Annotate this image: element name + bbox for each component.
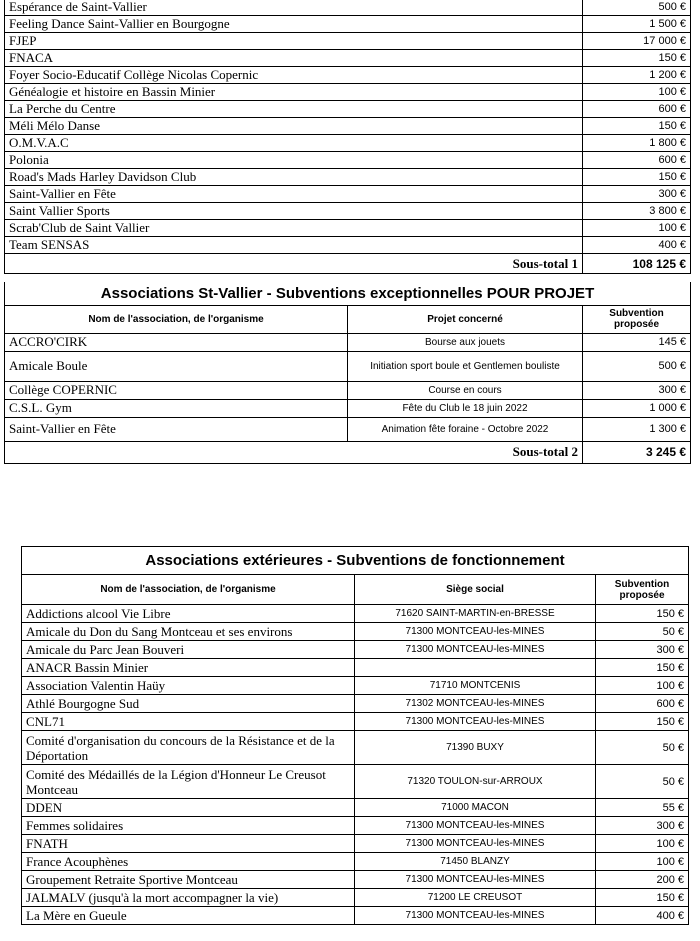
subsidy-amount: 300 € [583,186,691,203]
association-name: Espérance de Saint-Vallier [5,0,583,16]
section3-header-row [22,575,689,605]
association-name: Athlé Bourgogne Sud [22,695,355,713]
association-name: ANACR Bassin Minier [22,659,355,677]
table-row [5,237,691,254]
head-office: 71302 MONTCEAU-les-MINES [355,695,596,713]
table-row [5,101,691,118]
association-name: Addictions alcool Vie Libre [22,605,355,623]
association-name: FNATH [22,835,355,853]
subsidy-amount: 150 € [583,50,691,67]
table-row [5,16,691,33]
subsidy-amount: 145 € [583,333,691,351]
subsidy-amount: 100 € [583,220,691,237]
section2-table [4,282,691,464]
head-office: 71320 TOULON-sur-ARROUX [355,765,596,799]
subsidy-amount: 400 € [583,237,691,254]
table-row [5,220,691,237]
table-row [5,67,691,84]
subsidy-amount: 400 € [596,907,689,925]
association-name: Saint Vallier Sports [5,203,583,220]
section2-title: Associations St-Vallier - Subventions exceptionnelles POUR PROJET [5,282,691,305]
subsidy-amount: 1 200 € [583,67,691,84]
subtotal-2-value: 3 245 € [583,441,691,463]
subsidy-amount: 150 € [596,605,689,623]
section2-col-amount: Subvention proposée [583,305,691,333]
association-name: ACCRO'CIRK [5,333,348,351]
subsidy-amount: 600 € [583,152,691,169]
table-row [22,731,689,765]
project-name: Animation fête foraine - Octobre 2022 [348,417,583,441]
association-name: FJEP [5,33,583,50]
table-row [5,0,691,16]
table-row [22,799,689,817]
table-row [5,169,691,186]
subsidy-amount: 200 € [596,871,689,889]
subtotal-1-value: 108 125 € [583,254,691,274]
head-office: 71300 MONTCEAU-les-MINES [355,641,596,659]
subsidy-amount: 150 € [596,713,689,731]
subsidy-amount: 500 € [583,0,691,16]
subsidy-amount: 100 € [583,84,691,101]
section1-body [5,0,691,254]
association-name: DDEN [22,799,355,817]
subsidy-amount: 150 € [583,118,691,135]
association-name: Femmes solidaires [22,817,355,835]
subsidy-amount: 1 800 € [583,135,691,152]
section2-col-name: Nom de l'association, de l'organisme [5,305,348,333]
section3-body [22,605,689,925]
section2-header-row [5,305,691,333]
association-name: Saint-Vallier en Fête [5,417,348,441]
subsidy-amount: 50 € [596,623,689,641]
head-office: 71450 BLANZY [355,853,596,871]
subtotal-2-label: Sous-total 2 [5,441,583,463]
head-office: 71710 MONTCENIS [355,677,596,695]
table-row [22,889,689,907]
subsidy-amount: 150 € [596,889,689,907]
association-name: Comité des Médaillés de la Légion d'Honneur Le Creusot Montceau [22,765,355,799]
subsidy-amount: 1 300 € [583,417,691,441]
head-office: 71300 MONTCEAU-les-MINES [355,871,596,889]
table-row [22,713,689,731]
subsidy-amount: 600 € [583,101,691,118]
section3-col-seat: Siège social [355,575,596,605]
table-row [22,659,689,677]
section2-col-project: Projet concerné [348,305,583,333]
table-row [22,765,689,799]
head-office [355,659,596,677]
table-row [5,50,691,67]
head-office: 71000 MACON [355,799,596,817]
association-name: La Mère en Gueule [22,907,355,925]
table-row [5,33,691,50]
table-row [22,605,689,623]
subtotal-1-label: Sous-total 1 [5,254,583,274]
table-row [22,853,689,871]
table-row [5,417,691,441]
section3-table [21,546,689,925]
association-name: Polonia [5,152,583,169]
table-row [5,351,691,381]
section1-subtotal-row [5,254,691,274]
section2-body [5,333,691,441]
association-name: Saint-Vallier en Fête [5,186,583,203]
association-name: Scrab'Club de Saint Vallier [5,220,583,237]
table-row [5,399,691,417]
section1-table [4,0,691,274]
table-row [5,135,691,152]
project-name: Initiation sport boule et Gentlemen bouliste [348,351,583,381]
subsidy-amount: 600 € [596,695,689,713]
association-name: France Acouphènes [22,853,355,871]
table-row [22,835,689,853]
association-name: CNL71 [22,713,355,731]
association-name: Feeling Dance Saint-Vallier en Bourgogne [5,16,583,33]
association-name: Amicale du Parc Jean Bouveri [22,641,355,659]
association-name: Association Valentin Haüy [22,677,355,695]
table-row [5,333,691,351]
section2-title-row [5,282,691,305]
table-row [22,641,689,659]
table-row [5,186,691,203]
association-name: Méli Mélo Danse [5,118,583,135]
association-name: O.M.V.A.C [5,135,583,152]
subsidy-amount: 300 € [596,641,689,659]
section3-col-amount: Subvention proposée [596,575,689,605]
association-name: La Perche du Centre [5,101,583,118]
head-office: 71620 SAINT-MARTIN-en-BRESSE [355,605,596,623]
subsidy-amount: 50 € [596,731,689,765]
table-row [5,203,691,220]
section3-col-name: Nom de l'association, de l'organisme [22,575,355,605]
table-row [5,118,691,135]
association-name: Collège COPERNIC [5,381,348,399]
subsidy-amount: 500 € [583,351,691,381]
head-office: 71300 MONTCEAU-les-MINES [355,835,596,853]
association-name: JALMALV (jusqu'à la mort accompagner la vie) [22,889,355,907]
subsidy-amount: 55 € [596,799,689,817]
association-name: Foyer Socio-Educatif Collège Nicolas Copernic [5,67,583,84]
subsidy-amount: 100 € [596,677,689,695]
subsidy-amount: 100 € [596,853,689,871]
table-row [22,871,689,889]
project-name: Fête du Club le 18 juin 2022 [348,399,583,417]
table-row [5,84,691,101]
subsidy-amount: 3 800 € [583,203,691,220]
head-office: 71300 MONTCEAU-les-MINES [355,623,596,641]
subsidy-amount: 300 € [583,381,691,399]
subsidy-amount: 1 500 € [583,16,691,33]
association-name: FNACA [5,50,583,67]
table-row [22,907,689,925]
project-name: Course en cours [348,381,583,399]
table-row [22,695,689,713]
head-office: 71200 LE CREUSOT [355,889,596,907]
head-office: 71300 MONTCEAU-les-MINES [355,907,596,925]
section2-subtotal-row [5,441,691,463]
table-row [22,817,689,835]
head-office: 71300 MONTCEAU-les-MINES [355,713,596,731]
association-name: Amicale Boule [5,351,348,381]
association-name: C.S.L. Gym [5,399,348,417]
association-name: Comité d'organisation du concours de la Résistance et de la Déportation [22,731,355,765]
table-row [22,623,689,641]
subsidy-amount: 150 € [596,659,689,677]
section3-title: Associations extérieures - Subventions de fonctionnement [22,547,689,575]
project-name: Bourse aux jouets [348,333,583,351]
section3-title-row [22,547,689,575]
association-name: Groupement Retraite Sportive Montceau [22,871,355,889]
head-office: 71300 MONTCEAU-les-MINES [355,817,596,835]
subsidy-amount: 300 € [596,817,689,835]
association-name: Généalogie et histoire en Bassin Minier [5,84,583,101]
table-row [5,152,691,169]
subsidy-amount: 50 € [596,765,689,799]
table-row [5,381,691,399]
association-name: Team SENSAS [5,237,583,254]
table-row [22,677,689,695]
association-name: Amicale du Don du Sang Montceau et ses environs [22,623,355,641]
subsidy-amount: 1 000 € [583,399,691,417]
head-office: 71390 BUXY [355,731,596,765]
subsidy-amount: 150 € [583,169,691,186]
association-name: Road's Mads Harley Davidson Club [5,169,583,186]
subsidy-amount: 100 € [596,835,689,853]
subsidy-amount: 17 000 € [583,33,691,50]
